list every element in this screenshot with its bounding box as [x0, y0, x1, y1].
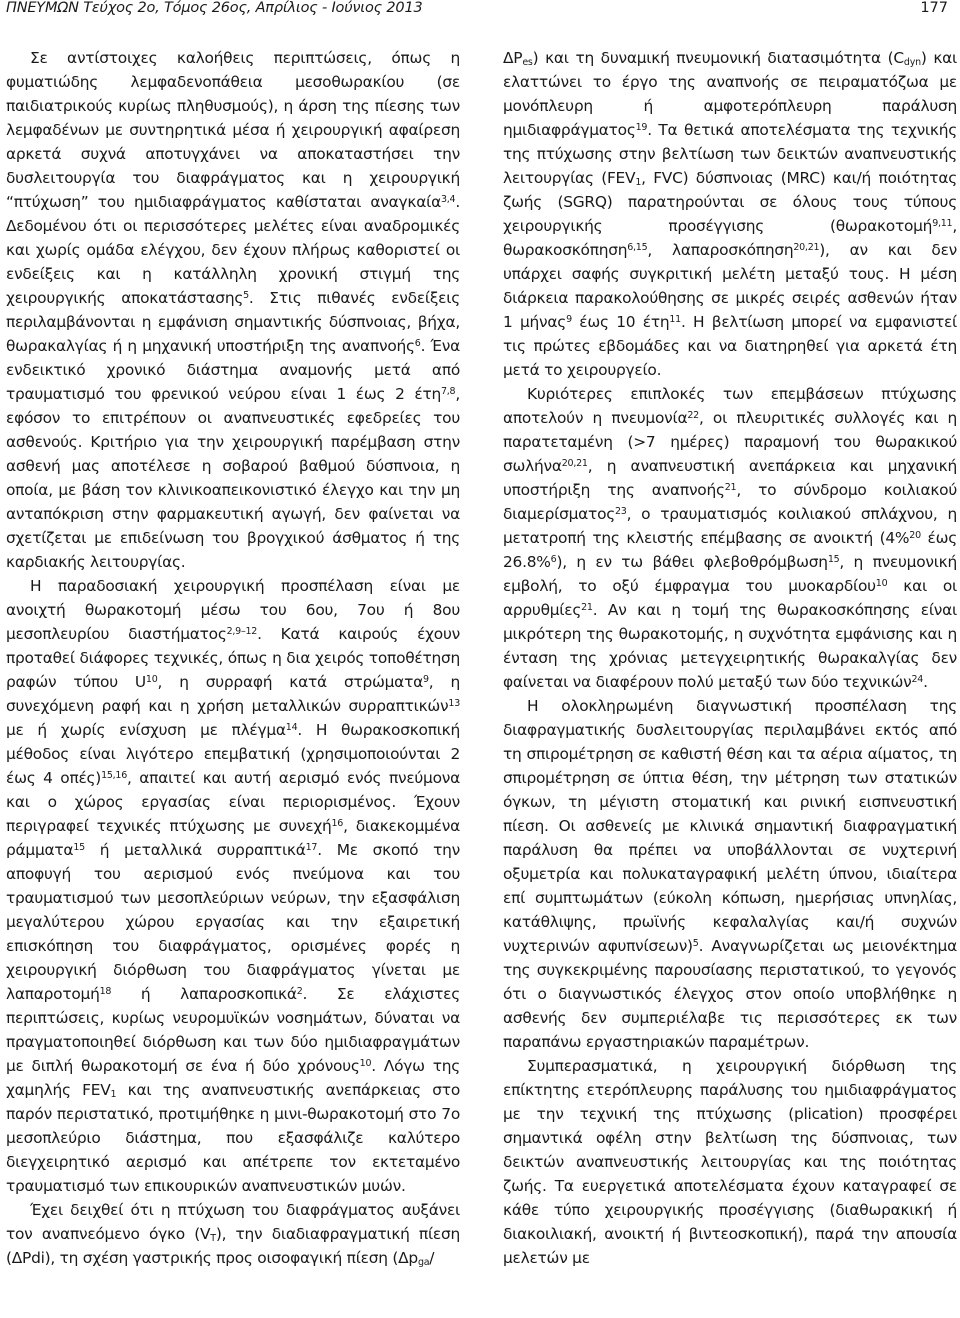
text-run: , διακεκομμένα ράμματα [6, 817, 460, 859]
page-number: 177 [920, 0, 948, 16]
text-run: . [923, 673, 928, 691]
citation-superscript: 20,21 [561, 458, 588, 469]
citation-superscript: 24 [911, 674, 924, 685]
text-run: Συμπερασματικά, η χειρουργική διόρθωση της επίκτητης ετερόπλευρης παράλυσης του ημιδιαφράγματος με την τεχνική της πτύχωσης (plication) προσφέρει σημαντικά οφέλη στην βελτίωση της δύσπνοιας, των δεικτών αναπνευστικής λειτουργίας και της ποιότητας ζωής. Τα ευεργετικά αποτελέσματα έχουν καταγραφεί σε κάθε τύπο χειρουργικής προσέγγισης (διαθωρακική ή διακοιλιακή, ανοικτή ή βιντεοσκοπική), παρά την απουσία μελετών με [503, 1057, 957, 1267]
subscript: T [210, 1233, 216, 1244]
text-run: , θωρακοσκόπηση [503, 217, 957, 259]
paragraph [503, 1054, 957, 1270]
text-run: . Με σκοπό την αποφυγή του αερισμού ενός πνεύμονα και του τραυματισμού των μεσοπλεύριων νεύρων, την εξασφάλιση μεγαλύτερου χώρου εργασίας και την εξαιρετική επισκόπηση του διαφράγματος, ορισμένες φορές η χειρουργική διόρθωση του διαφράγματος γίνεται με λαπαροτομή [6, 841, 460, 1003]
citation-superscript: 20,21 [793, 242, 820, 253]
text-run: Σε αντίστοιχες καλοήθεις περιπτώσεις, όπως η φυματιώδης λεμφαδενοπάθεια μεσοθωρακίου (σε παιδιατρικούς κυρίως πληθυσμούς), η άρση της πίεσης των λεμφαδένων με συντηρητικά μέσα ή χειρουργική αφαίρεση αρκετά συχνά αποτυγχάνει να αποκαταστήσει την δυσλειτουργία του διαφράγματος και η χειρουργική “πτύχωση” του ημιδιαφράγματος καθίσταται αναγκαία [6, 49, 460, 211]
citation-superscript: 3,4 [440, 194, 456, 205]
text-run: ή μεταλλικά συρραπτικά [84, 841, 306, 859]
text-run: , η συρραφή κατά στρώματα [157, 673, 423, 691]
citation-superscript: 9,11 [932, 218, 953, 229]
page-header [0, 0, 960, 30]
text-run: ), την διαδιαφραγματική πίεση (ΔPdi), τη σχέση γαστρικής προς οισοφαγική πίεση (Δp [6, 1225, 460, 1267]
right-column [503, 46, 957, 1270]
subscript: 1 [110, 1089, 117, 1100]
left-column [6, 46, 460, 1270]
citation-superscript: 20 [909, 530, 921, 541]
citation-superscript: 10 [145, 674, 158, 685]
text-run: ΔP [503, 49, 523, 67]
text-run: , η συνεχόμενη ραφή και η χρήση μεταλλικών συρραπτικών [6, 673, 460, 715]
citation-superscript: 19 [635, 122, 648, 133]
citation-superscript: 5 [243, 290, 249, 301]
citation-superscript: 21 [581, 602, 593, 613]
citation-superscript: 15 [827, 554, 840, 565]
citation-superscript: 10 [359, 1058, 372, 1069]
paragraph [6, 46, 460, 574]
citation-superscript: 9 [566, 314, 572, 325]
text-run: ) και τη δυναμική πνευμονική διατασιμότητα (C [532, 49, 904, 67]
citation-superscript: 2 [296, 986, 303, 997]
paragraph [6, 574, 460, 1198]
citation-superscript: 5 [692, 938, 699, 949]
text-run: , ο τραυματισμός κοιλιακού σπλάχνου, η μετατροπή της κλειστής επέμβασης σε ανοικτή (4% [503, 505, 957, 547]
text-run: και οι αρρυθμίες [503, 577, 957, 619]
text-run: , εφόσον το επιτρέπουν οι αναπνευστικές εφεδρείες του ασθενούς. Κριτήριο για την χειρουργική παρέμβαση στην ασθενή μας αποτέλεσε η σοβαρού βαθμού δύσπνοια, η οποία, με βάση τον κλινικοαπεικονιστικό έλεγχο και την μη ανταπόκριση στην φαρμακευτική αγωγή, δεν φαίνεται να σχετίζεται με επιδείνωση του βρογχικού άσθματος ή της καρδιακής λειτουργίας. [6, 385, 460, 571]
text-run: . Η θωρακοσκοπική μέθοδος είναι λιγότερο επεμβατική (χρησιμοποιούνται 2 έως 4 οπές) [6, 721, 460, 787]
text-run: . Κατά καιρούς έχουν προταθεί διάφορες τεχνικές, όπως η δια χειρός τοποθέτηση ραφών τύπου U [6, 625, 460, 691]
text-run: και της αναπνευστικής ανεπάρκειας στο παρόν περιστατικό, προτιμήθηκε η μινι-θωρακοτομή στο 7ο μεσοπλεύριο διάστημα, που εξασφάλιζε καλύτερο διεγχειρητικό αερισμό και απέτρεπε τον εκτεταμένο τραυματισμό των επικουρικών αναπνευστικών μυών. [6, 1081, 460, 1195]
paragraph [6, 1198, 460, 1270]
subscript: ga [417, 1257, 430, 1268]
citation-superscript: 6 [414, 338, 421, 349]
text-run: . Στις πιθανές ενδείξεις περιλαμβάνονται η εμφάνιση σημαντικής δύσπνοιας, βήχα, θωρακαλγίας ή η μηχανική υποστήριξη της αναπνοής [6, 289, 460, 355]
subscript: 1 [635, 177, 642, 188]
text-run: , οι πλευριτικές συλλογές και η παρατεταμένη (>7 ημέρες) παραμονή του θωρακικού σωλήνα [503, 409, 957, 475]
citation-superscript: 11 [669, 314, 681, 325]
subscript: dyn [903, 57, 921, 68]
text-run: . Λόγω της χαμηλής FEV [6, 1057, 460, 1099]
text-run: Κυριότερες επιπλοκές των επεμβάσεων πτύχωσης αποτελούν η πνευμονία [503, 385, 957, 427]
citation-superscript: 7,8 [440, 386, 456, 397]
text-run: , λαπαροσκόπηση [647, 241, 794, 259]
text-run: . Τα θετικά αποτελέσματα της τεχνικής της πτύχωσης στην βελτίωση των δεικτών αναπνευστικής λειτουργίας (FEV [503, 121, 957, 187]
text-run: έως 26.8% [503, 529, 957, 571]
citation-superscript: 2,9–12 [226, 626, 258, 637]
text-run: , το σύνδρομο κοιλιακού διαμερίσματος [503, 481, 957, 523]
paragraph [503, 382, 957, 694]
citation-superscript: 22 [687, 410, 699, 421]
citation-superscript: 15,16 [101, 770, 128, 781]
citation-superscript: 6,15 [627, 242, 648, 253]
citation-superscript: 21 [724, 482, 737, 493]
text-run: ) και ελαττώνει το έργο της αναπνοής σε πειραματόζωα με μονόπλευρη ή αμφοτερόπλευρη παράλυση ημιδιαφράγματος [503, 49, 957, 139]
citation-superscript: 23 [615, 506, 627, 517]
text-run: , η αναπνευστική ανεπάρκεια και μηχανική υποστήριξη της αναπνοής [503, 457, 957, 499]
citation-superscript: 6 [550, 554, 557, 565]
text-run: , η πνευμονική εμβολή, το οξύ έμφραγμα του μυοκαρδίου [503, 553, 957, 595]
text-run: ), αν και δεν υπάρχει σαφής συγκριτική μελέτη μεταξύ τους. Η μέση διάρκεια παρακολούθησης σε μικρές σειρές ασθενών ήταν 1 μήνας [503, 241, 957, 331]
citation-superscript: 17 [305, 842, 318, 853]
citation-superscript: 16 [331, 818, 344, 829]
text-run: Έχει δειχθεί ότι η πτύχωση του διαφράγματος αυξάνει τον αναπνεόμενο όγκο (V [6, 1201, 460, 1243]
citation-superscript: 9 [423, 674, 429, 685]
citation-superscript: 10 [875, 578, 888, 589]
subscript: es [522, 57, 533, 68]
text-run: ), η εν τω βάθει φλεβοθρόμβωση [556, 553, 828, 571]
text-run: . Αναγνωρίζεται ως μειονέκτημα της συγκεκριμένης παρουσίασης περιστατικού, το γεγονός ότι ο διαγνωστικός έλεγχος στον οποίο υποβλήθηκε η ασθενής δεν συμπεριέλαβε τις περισσότερες εκ των παραπάνω εργαστηριακών παραμέτρων. [503, 937, 957, 1051]
text-run: . Δεδομένου ότι οι περισσότερες μελέτες είναι αναδρομικές και χωρίς ομάδα ελέγχου, δεν έχουν πλήρως καθοριστεί οι ενδείξεις και η κατάλληλη χρονική στιγμή της χειρουργικής αποκατάστασης [6, 193, 460, 307]
text-run: με ή χωρίς ενίσχυση με πλέγμα [6, 721, 286, 739]
text-run: έως 10 έτη [571, 313, 670, 331]
text-run: . Σε ελάχιστες περιπτώσεις, κυρίως νευρομυϊκών νοσημάτων, δύναται να πραγματοποιηθεί διόρθωση και των δύο ημιδιαφραγμάτων με διπλή θωρακοτομή σε ένα ή δύο χρόνους [6, 985, 460, 1075]
paragraph [503, 46, 957, 382]
text-run: Η ολοκληρωμένη διαγνωστική προσπέλαση της διαφραγματικής δυσλειτουργίας περιλαμβάνει εκτός από τη σπιρομέτρηση σε καθιστή θέση και τα αέρια αίματος, τη σπιρομέτρηση σε ύπτια θέση, την μέτρηση των στατικών όγκων, τη μέγιστη στοματική και ρινική εισπνευστική πίεση. Οι ασθενείς με κλινικά σημαντική διαφραγματική παράλυση θα πρέπει να υποβάλλονται σε νυχτερινή οξυμετρία και πολυκαταγραφική μελέτη ύπνου, ιδιαίτερα επί συμπτωμάτων (εύκολη κόπωση, ημερήσιας υπνηλίας, κατάθλιψης, πρωϊνής κεφαλαλγίας και/ή συχνών νυχτερινών αφυπνίσεων) [503, 697, 957, 955]
paragraph [503, 694, 957, 1054]
text-run: . Ένα ενδεικτικό χρονικό διάστημα αναμονής μετά από τραυματισμό του φρενικού νεύρου είναι 1 έως 2 έτη [6, 337, 461, 403]
citation-superscript: 18 [99, 986, 112, 997]
citation-superscript: 15 [73, 842, 85, 853]
citation-superscript: 14 [285, 722, 298, 733]
text-run: / [429, 1249, 435, 1267]
text-run: , FVC) δύσπνοιας (MRC) και/ή ποιότητας ζωής (SGRQ) παρατηρούνται σε όλους τους τύπους χειρουργικής προσέγγισης (θωρακοτομή [503, 169, 957, 235]
text-run: Η παραδοσιακή χειρουργική προσπέλαση είναι με ανοιχτή θωρακοτομή μέσω του 6ου, 7ου ή 8ου μεσοπλευρίου διαστήματος [6, 577, 460, 643]
text-run: ή λαπαροσκοπικά [111, 985, 297, 1003]
text-run: . Αν και η τομή της θωρακοσκόπησης είναι μικρότερη της θωρακοτομής, η συχνότητα εμφάνισης και η ένταση της χρόνιας μετεγχειρητικής θωρακαλγίας δεν φαίνεται να διαφέρουν πολύ μεταξύ των δύο τεχνικών [503, 601, 957, 691]
text-run: , απαιτεί και αυτή αερισμό ενός πνεύμονα και ο χώρος εργασίας είναι περιορισμένος. Έχουν περιγραφεί τεχνικές πτύχωσης με συνεχή [6, 769, 460, 835]
journal-header: ΠΝΕΥΜΩΝ Τεύχος 2ο, Τόμος 26ος, Απρίλιος - Ιούνιος 2013 [6, 0, 423, 16]
citation-superscript: 13 [448, 698, 460, 709]
text-run: . Η βελτίωση μπορεί να εμφανιστεί τις πρώτες εβδομάδες και να διατηρηθεί για αρκετά έτη μετά το χειρουργείο. [503, 313, 957, 379]
